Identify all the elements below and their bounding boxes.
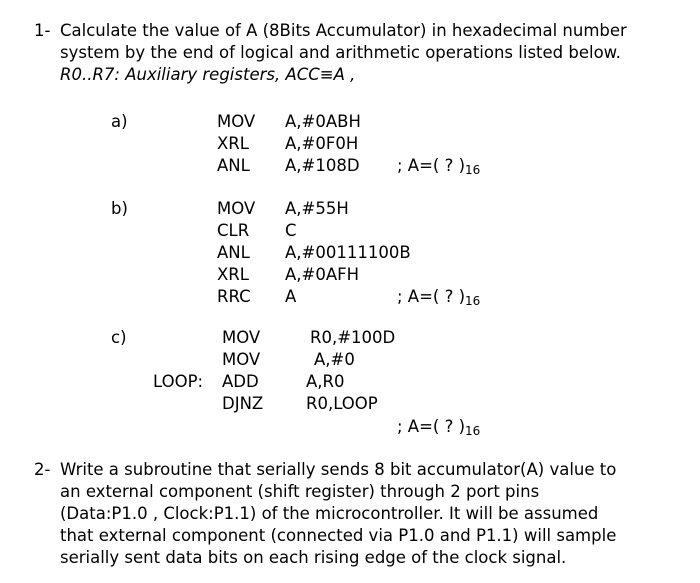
part-c-op-3: ADD <box>222 372 259 391</box>
part-a-op-3: ANL <box>217 156 250 175</box>
question-1-line-1: Calculate the value of A (8Bits Accumulator) in hexadecimal number <box>60 21 627 40</box>
part-b-arg-5: A <box>285 287 297 306</box>
part-b-arg-2: C <box>285 221 297 240</box>
part-c-arg-4: R0,LOOP <box>306 394 378 413</box>
part-a-arg-1: A,#0ABH <box>285 112 361 131</box>
part-b-answer-text: ; A=( ? ) <box>397 287 466 306</box>
part-c-op-1: MOV <box>222 328 261 347</box>
part-a-op-2: XRL <box>217 134 249 153</box>
part-a-answer-base: 16 <box>465 163 481 177</box>
part-c-arg-2: A,#0 <box>314 350 355 369</box>
part-c-answer <box>397 416 480 439</box>
question-1-number: 1- <box>34 21 51 40</box>
part-b-arg-4: A,#0AFH <box>285 265 360 284</box>
part-c-answer-text: ; A=( ? ) <box>397 417 466 436</box>
part-b-op-2: CLR <box>217 221 250 240</box>
part-b-answer-base: 16 <box>465 294 481 308</box>
part-b-arg-3: A,#00111100B <box>285 243 411 262</box>
part-c-op-4: DJNZ <box>222 394 264 413</box>
part-a-op-1: MOV <box>217 112 256 131</box>
part-a-answer-text: ; A=( ? ) <box>397 156 466 175</box>
question-2-number: 2- <box>34 460 51 479</box>
part-a-answer <box>397 155 480 178</box>
question-1-line-2: system by the end of logical and arithmetic operations listed below. <box>60 43 621 62</box>
question-2-line-2: an external component (shift register) through 2 port pins <box>60 482 540 501</box>
part-b-op-5: RRC <box>217 287 251 306</box>
part-b-answer <box>397 286 480 309</box>
part-c-label: c) <box>111 328 127 347</box>
part-a-arg-2: A,#0F0H <box>285 134 359 153</box>
part-c-arg-1: R0,#100D <box>310 328 396 347</box>
part-a-label: a) <box>111 112 128 131</box>
question-2-line-4: that external component (connected via P1.0 and P1.1) will sample <box>60 526 617 545</box>
part-b-op-4: XRL <box>217 265 249 284</box>
part-c-answer-base: 16 <box>465 424 481 438</box>
part-b-label: b) <box>111 199 128 218</box>
part-b-op-3: ANL <box>217 243 250 262</box>
part-c-op-2: MOV <box>222 350 261 369</box>
question-2-line-5: serially sent data bits on each rising edge of the clock signal. <box>60 548 567 567</box>
part-b-op-1: MOV <box>217 199 256 218</box>
question-2-line-1: Write a subroutine that serially sends 8 bit accumulator(A) value to <box>60 460 617 479</box>
part-c-loop-label: LOOP: <box>153 372 204 391</box>
question-1-line-3: R0..R7: Auxiliary registers, ACC≡A , <box>60 65 356 84</box>
question-2-line-3: (Data:P1.0 , Clock:P1.1) of the microcontroller. It will be assumed <box>60 504 599 523</box>
part-a-arg-3: A,#108D <box>285 156 360 175</box>
part-c-arg-3: A,R0 <box>306 372 345 391</box>
part-b-arg-1: A,#55H <box>285 199 349 218</box>
